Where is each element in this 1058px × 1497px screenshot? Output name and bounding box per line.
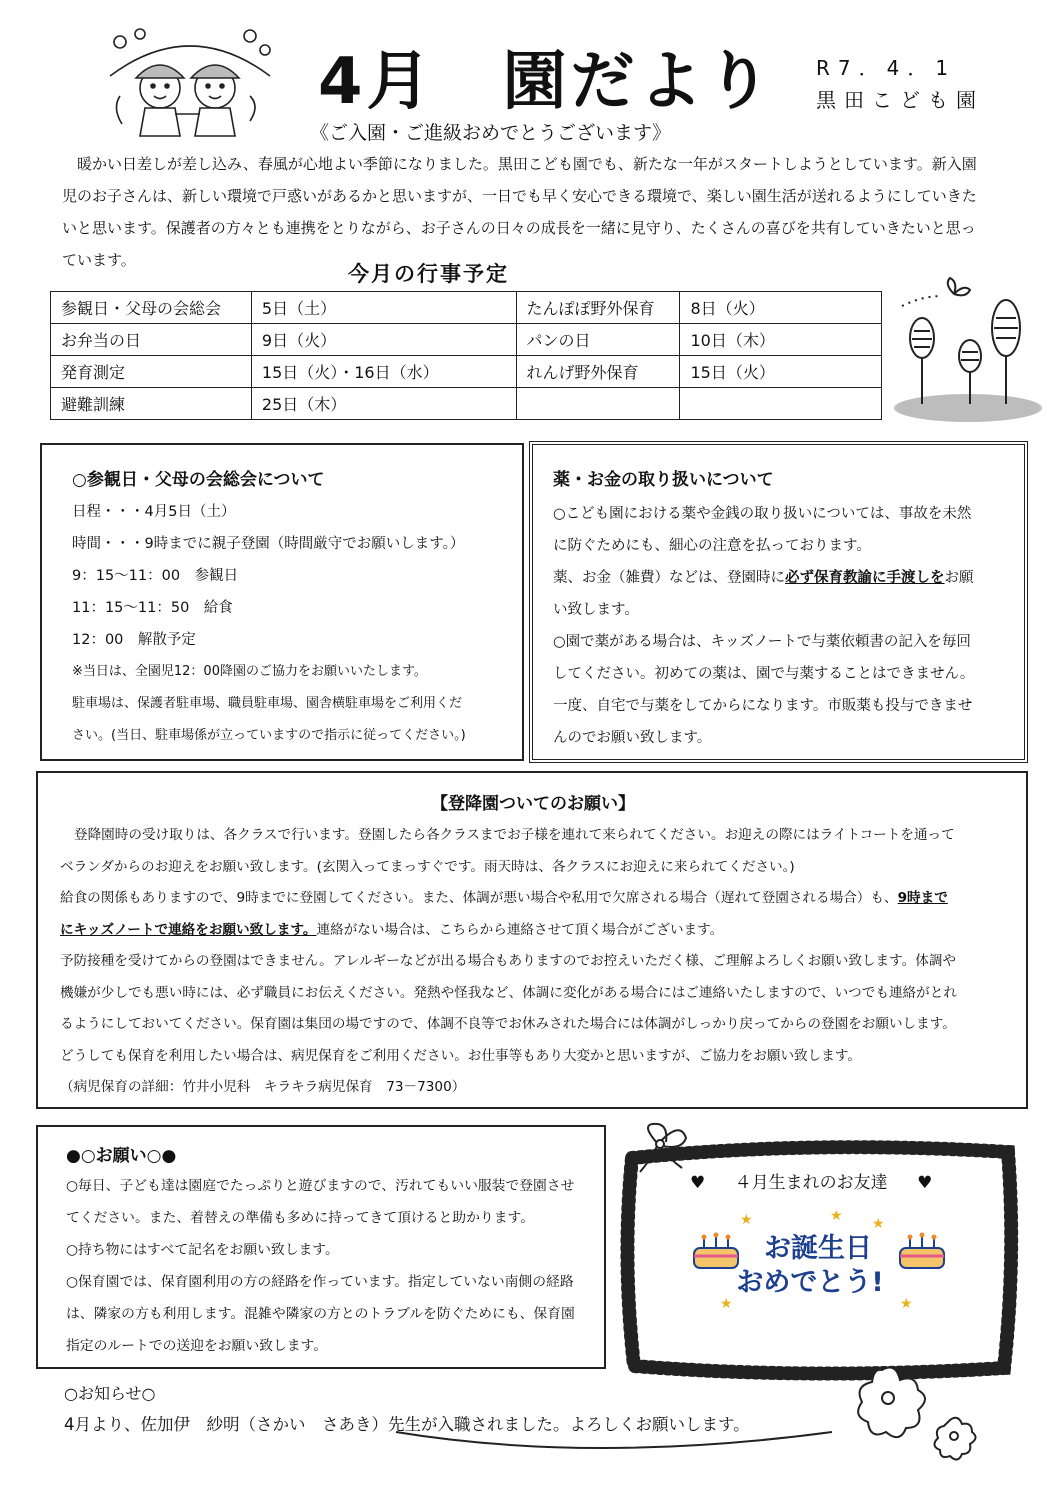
attendance-emphasis: 9時まで [897, 890, 948, 906]
plants-butterfly-illustration [892, 276, 1044, 422]
requests-line: は、隣家の方も利用します。混雑や隣家の方とのトラブルを防ぐためにも、保育園 [66, 1306, 575, 1322]
attendance-line: るようにしておいてください。保育園は集団の場ですので、体調不良等でお休みされた場合には体調がしっかり戻ってからの登園をお願いします。 [60, 1016, 956, 1032]
requests-line: てください。また、着替えの準備も多めに持ってきて頂けると助かります。 [66, 1210, 534, 1226]
issue-date-block [816, 52, 984, 116]
meeting-info-box [40, 443, 524, 761]
attendance-line: ベランダからのお迎えをお願い致します。(玄関入ってまっすぐです。雨天時は、各クラスにお迎えに来られてください。) [60, 858, 795, 875]
table-cell: 9日（火） [251, 324, 516, 356]
birthday-line: お誕生日 [764, 1233, 872, 1264]
table-cell: 発育測定 [51, 356, 252, 388]
medicine-line [553, 562, 1024, 594]
meeting-line: 時間・・・9時までに親子登園（時間厳守でお願いします。） [72, 536, 465, 552]
star-icon: ★ [830, 1208, 843, 1224]
medicine-money-box [529, 441, 1028, 763]
attendance-line: どうしても保育を利用したい場合は、病児保育をご利用ください。お仕事等もあり大変かと思いますが、ご協力をお願い致します。 [60, 1047, 861, 1064]
table-cell: お弁当の日 [51, 324, 252, 356]
medicine-line: ○園で薬がある場合は、キッズノートで与薬依頼書の記入を毎回 [553, 634, 971, 650]
requests-line: 指定のルートでの送迎をお願い致します。 [66, 1338, 328, 1354]
medicine-line: に防ぐためにも、細心の注意を払っております。 [553, 538, 871, 554]
meeting-title: ○参観日・父母の会総会について [72, 470, 325, 490]
attendance-line: 機嫌が少しでも悪い時には、必ず職員にお伝えください。発熱や怪我など、体調に変化がある場合にはご連絡いたしますので、いつでも連絡がとれ [60, 984, 957, 1001]
medicine-line: ○こども園における薬や金銭の取り扱いについては、事故を未然 [553, 506, 972, 522]
requests-title: ●○お願い○● [66, 1146, 177, 1166]
requests-box [36, 1125, 606, 1369]
schedule-table [50, 291, 882, 420]
table-cell: 参観日・父母の会総会 [51, 292, 252, 324]
medicine-line: してください。初めての薬は、園で与薬することはできません。 [553, 666, 975, 682]
meeting-line: 9：15～11：00 参観日 [72, 568, 239, 584]
meeting-line: 12：00 解散予定 [72, 632, 196, 648]
table-row [51, 324, 882, 356]
table-cell [516, 388, 680, 420]
medicine-line: んのでお願い致します。 [553, 730, 712, 746]
requests-line: ○毎日、子ども達は園庭でたっぷりと遊びますので、汚れてもいい服装で登園させ [66, 1178, 575, 1194]
requests-line: ○保育園では、保育園利用の方の経路を作っています。指定していない南側の経路 [66, 1274, 574, 1290]
attendance-line: （病児保育の詳細：竹井小児科 キラキラ病児保育 73－7300） [60, 1079, 466, 1095]
table-cell: 10日（木） [680, 324, 882, 356]
attendance-box [36, 771, 1028, 1109]
meeting-line: さい。(当日、駐車場係が立っていますので指示に従ってください。) [72, 728, 466, 743]
table-row [51, 356, 882, 388]
medicine-text: お願 [944, 570, 974, 586]
birthday-line: おめでとう! [736, 1267, 884, 1298]
meeting-line: 駐車場は、保護者駐車場、職員駐車場、園舎横駐車場をご利用くだ [72, 696, 463, 711]
table-row [51, 388, 882, 420]
issue-date: R7．4．1 [816, 56, 957, 80]
table-cell: 8日（火） [680, 292, 882, 324]
attendance-line: 登降園時の受け取りは、各クラスで行います。登園したら各クラスまでお子様を連れて来られてください。お迎えの際にはライトコートを通って [74, 827, 955, 843]
table-cell: 5日（土） [251, 292, 516, 324]
table-cell: 15日（火） [680, 356, 882, 388]
attendance-line: 予防接種を受けてからの登園はできません。アレルギーなどが出る場合もありますのでお控えいただく様、ご理解よろしくお願い致します。体調や [60, 953, 957, 969]
table-cell: 15日（火）・16日（水） [251, 356, 516, 388]
table-row [51, 292, 882, 324]
table-cell: 避難訓練 [51, 388, 252, 420]
birthday-message [738, 1232, 898, 1300]
star-icon: ★ [900, 1296, 913, 1312]
notice-title: ○お知らせ○ [64, 1384, 156, 1403]
intro-paragraph: 暖かい日差しが差し込み、春風が心地よい季節になりました。黒田こども園でも、新たな一年がスタートしようとしています。新入園児のお子さんは、新しい環境で戸惑いがあるかと思いますが、一日でも早く安心できる環境で、楽しい園生活が送れるようにしていきたいと思います。保護者の方々とも連携をとりながら、お子さんの日々の成長を一緒に見守り、たくさんの喜びを共有していきたいと思っています。 [62, 155, 977, 269]
star-icon: ★ [720, 1296, 733, 1312]
attendance-line [60, 883, 1026, 915]
cherry-blossom-icon [830, 1360, 990, 1475]
subtitle: 《ご入園・ご進級おめでとうございます》 [310, 122, 672, 144]
medicine-line: 一度、自宅で与薬をしてからになります。市販薬も投与できませ [553, 698, 973, 714]
birthday-heading-text: ４月生まれのお友達 [734, 1173, 888, 1193]
attendance-text: 給食の関係もありますので、9時までに登園してください。また、体調が悪い場合や私用で欠席される場合（遅れて登園される場合）も、 [60, 890, 898, 906]
requests-line: ○持ち物にはすべて記名をお願い致します。 [66, 1242, 339, 1258]
meeting-line: ※当日は、全園児12：00降園のご協力をお願いいたします。 [72, 664, 427, 679]
children-illustration [100, 26, 280, 144]
meeting-line: 11：15～11：50 給食 [72, 600, 233, 616]
attendance-line [60, 915, 1026, 947]
attendance-title: 【登降園ついてのお願い】 [431, 794, 635, 814]
table-cell: たんぽぽ野外保育 [516, 292, 680, 324]
notice-text: 4月より、佐加伊 紗明（さかい さあき）先生が入職されました。よろしくお願いします。 [64, 1415, 750, 1434]
birthday-heading [690, 1168, 932, 1193]
table-cell [680, 388, 882, 420]
star-icon: ★ [740, 1212, 753, 1228]
school-name: 黒田こども園 [816, 88, 984, 112]
heart-icon: ♥ [690, 1173, 706, 1193]
medicine-line: い致します。 [553, 602, 639, 618]
medicine-emphasis: 必ず保育教諭に手渡しを [785, 570, 945, 586]
star-icon: ★ [872, 1216, 885, 1232]
schedule-title: 今月の行事予定 [348, 262, 509, 286]
heart-icon: ♥ [917, 1173, 933, 1193]
medicine-title: 薬・お金の取り扱いについて [553, 470, 774, 490]
meeting-line: 日程・・・4月5日（土） [72, 504, 236, 520]
medicine-text: 薬、お金（雑費）などは、登園時に [553, 570, 785, 586]
attendance-text: 連絡がない場合は、こちらから連絡させて頂く場合がございます。 [316, 921, 724, 938]
table-cell: パンの日 [516, 324, 680, 356]
table-cell: 25日（木） [251, 388, 516, 420]
table-cell: れんげ野外保育 [516, 356, 680, 388]
newsletter-title: 4月 園だより [318, 45, 775, 119]
attendance-emphasis: にキッズノートで連絡をお願い致します。 [60, 921, 317, 938]
